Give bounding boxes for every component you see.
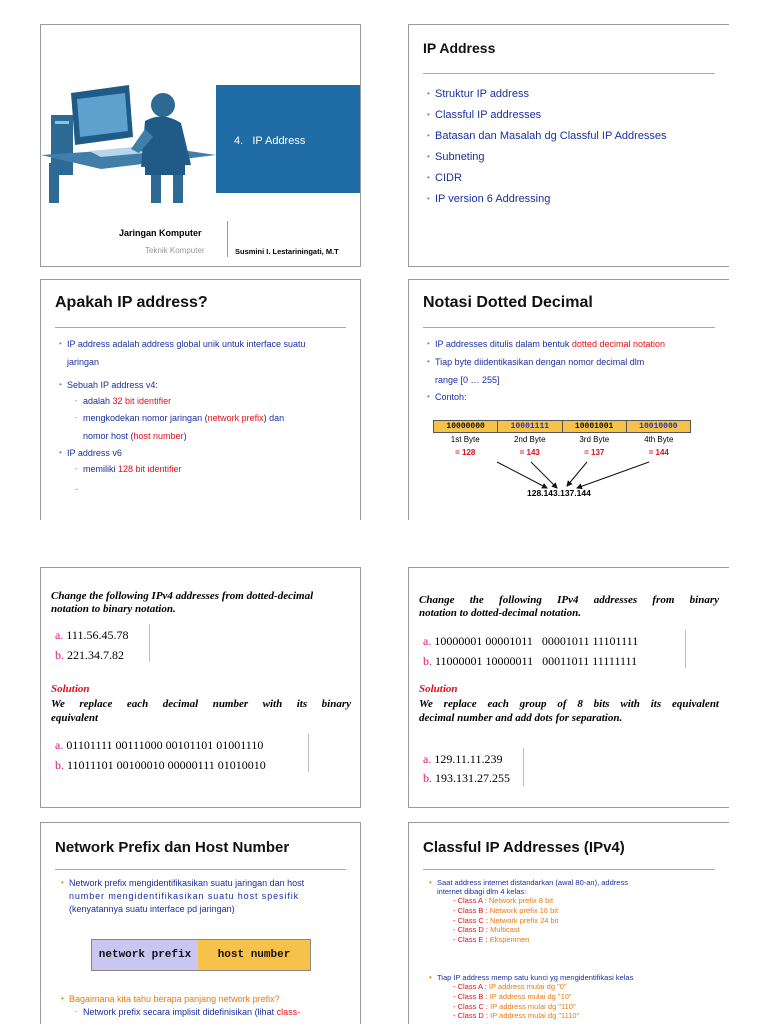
cover-illustration	[41, 85, 216, 203]
divider	[308, 734, 309, 772]
host-number-box: host number	[198, 940, 310, 970]
cover-divider	[227, 221, 228, 257]
item-a: a. 10000001 00001011 00001011 11101111	[423, 634, 639, 648]
byte-label-row	[433, 435, 691, 444]
byte-value: = 137	[584, 448, 605, 457]
byte-value: = 144	[648, 448, 669, 457]
chapter-title: 4. IP Address	[234, 135, 306, 147]
solution-text: We replace each decimal number with its binary equivalent	[51, 698, 351, 724]
class-item: - Class C : IP address mulai dg "110"	[453, 1001, 576, 1011]
question: Change the following IPv4 addresses from binary notation to dotted-decimal notation.	[419, 594, 719, 619]
class-item: - Class A : IP address mulai dg "0"	[453, 982, 567, 991]
slide-notasi-dotted-decimal	[408, 279, 729, 520]
solution-heading: Solution	[51, 683, 90, 695]
divider	[523, 748, 524, 786]
byte-cell: 10001111	[498, 421, 562, 432]
byte-label: 1st Byte	[450, 435, 480, 444]
outline-item: • Classful IP addresses	[427, 109, 542, 121]
bullet: • Contoh:	[427, 392, 467, 402]
bullet-cont: range [0 … 255]	[435, 375, 500, 385]
slide-ip-address-outline	[408, 24, 729, 267]
byte-cell: 10001001	[563, 421, 627, 432]
bullet: • Network prefix mengidentifikasikan suatu jaringan dan host	[61, 878, 305, 888]
address-diagram	[91, 939, 311, 971]
byte-value: = 128	[455, 448, 476, 457]
solution-heading: Solution	[419, 683, 458, 695]
class-item: - Class E : Eksperimen	[453, 935, 530, 945]
sub-bullet-empty: -	[75, 484, 78, 494]
byte-cell: 10010000	[639, 422, 678, 431]
bullet: • Bagaimana kita tahu berapa panjang network prefix?	[61, 994, 280, 1004]
result-a: a. 129.11.11.239	[423, 752, 503, 766]
divider	[685, 630, 686, 668]
byte-table	[433, 420, 713, 457]
bullet: • Sebuah IP address v4:	[59, 380, 158, 390]
bullet: • IP address v6	[59, 448, 122, 458]
sub-bullet-cont: nomor host (host number)	[83, 431, 187, 441]
bullet-cont: jaringan	[67, 357, 100, 367]
class-item: - Class A : Network prefix 8 bit	[453, 896, 554, 905]
title-rule	[55, 327, 346, 328]
title-rule	[423, 869, 715, 870]
dotted-result: 128.143.137.144	[527, 488, 591, 498]
sub-bullet: - Network prefix secara implisit didefinisikan (lihat class-	[75, 1007, 301, 1017]
sub-bullet: - mengkodekan nomor jaringan (network prefix) dan	[75, 413, 285, 423]
slide-title: Network Prefix dan Host Number	[55, 839, 290, 856]
slide-apakah-ip-address	[40, 279, 361, 520]
department: Teknik Komputer	[145, 246, 205, 255]
author: Susmini I. Lestariningati, M.T	[235, 247, 339, 256]
slide-classful-ip-addresses	[408, 822, 729, 1024]
chapter-banner	[216, 85, 361, 193]
byte-row	[433, 420, 691, 433]
title-rule	[55, 869, 346, 870]
byte-label: 4th Byte	[644, 435, 674, 444]
class-item: - Class D : IP address mulai dg "1110"	[453, 1011, 580, 1021]
byte-value: = 143	[519, 448, 540, 457]
class-list-2	[453, 982, 579, 1021]
network-prefix-box: network prefix	[92, 940, 198, 970]
slide-example-binary-to-dotted	[408, 567, 729, 808]
sub-bullet: - memiliki 128 bit identifier	[75, 464, 182, 474]
computer-user-icon	[41, 85, 216, 203]
solution-text: We replace each group of 8 bits with its equivalent decimal number and add dots for separation.	[419, 698, 719, 724]
class-list-1	[453, 896, 558, 945]
bullet: • IP address adalah address global unik untuk interface suatu	[59, 339, 306, 349]
byte-label: 3rd Byte	[579, 435, 610, 444]
sub-bullet: - adalah 32 bit identifier	[75, 396, 172, 406]
slide-network-prefix-host-number	[40, 822, 361, 1024]
slide-title: IP Address	[423, 40, 496, 56]
bullet: • Tiap byte diidentikasikan dengan nomor decimal dlm	[427, 357, 645, 367]
class-item: - Class B : IP address mulai dg "10"	[453, 991, 572, 1001]
outline-item: • Subneting	[427, 151, 485, 163]
result-b: b. 193.131.27.255	[423, 771, 510, 785]
bullet: • IP addresses ditulis dalam bentuk dotted decimal notation	[427, 339, 665, 349]
question: Change the following IPv4 addresses from dotted-decimal notation to binary notation.	[51, 590, 314, 615]
result-a: a. 01101111 00111000 00101101 01001110	[55, 738, 264, 752]
bullet: • Saat address internet distandarkan (awal 80-an), address	[429, 878, 628, 887]
bullet-cont: internet dibagi dlm 4 kelas:	[437, 887, 527, 896]
slide-title: Apakah IP address?	[55, 294, 208, 311]
result-b: b. 11011101 00100010 00000111 01010010	[55, 758, 266, 772]
bullet: • Tiap IP address memp satu kunci yg mengidentifikasi kelas	[429, 973, 634, 982]
item-b: b. 221.34.7.82	[55, 648, 124, 662]
byte-value-row	[433, 448, 691, 457]
class-item: - Class D : Multicast	[453, 925, 520, 935]
bullet-cont: number mengidentifikasikan suatu host spesifik	[69, 891, 299, 901]
divider	[149, 624, 150, 662]
bullet-cont: (kenyatannya suatu interface pd jaringan)	[69, 904, 235, 914]
slide-example-dotted-to-binary	[40, 567, 361, 808]
item-a: a. 111.56.45.78	[55, 628, 129, 642]
title-rule	[423, 327, 715, 328]
byte-label: 2nd Byte	[513, 435, 546, 444]
slide-title: Notasi Dotted Decimal	[423, 294, 593, 311]
outline-item: • Batasan dan Masalah dg Classful IP Addresses	[427, 130, 667, 142]
outline-item: • Struktur IP address	[427, 88, 529, 100]
byte-cell: 10000000	[434, 421, 498, 432]
outline-item: • IP version 6 Addressing	[427, 193, 551, 205]
slide-cover	[40, 24, 361, 267]
class-item: - Class C : Network prefix 24 bit	[453, 915, 559, 925]
item-b: b. 11000001 10000011 00011011 11111111	[423, 654, 638, 668]
slide-title: Classful IP Addresses (IPv4)	[423, 839, 625, 856]
outline-item: • CIDR	[427, 172, 462, 184]
class-item: - Class B : Network prefix 16 bit	[453, 905, 559, 915]
course-title: Jaringan Komputer	[119, 228, 202, 238]
title-rule	[423, 73, 715, 74]
